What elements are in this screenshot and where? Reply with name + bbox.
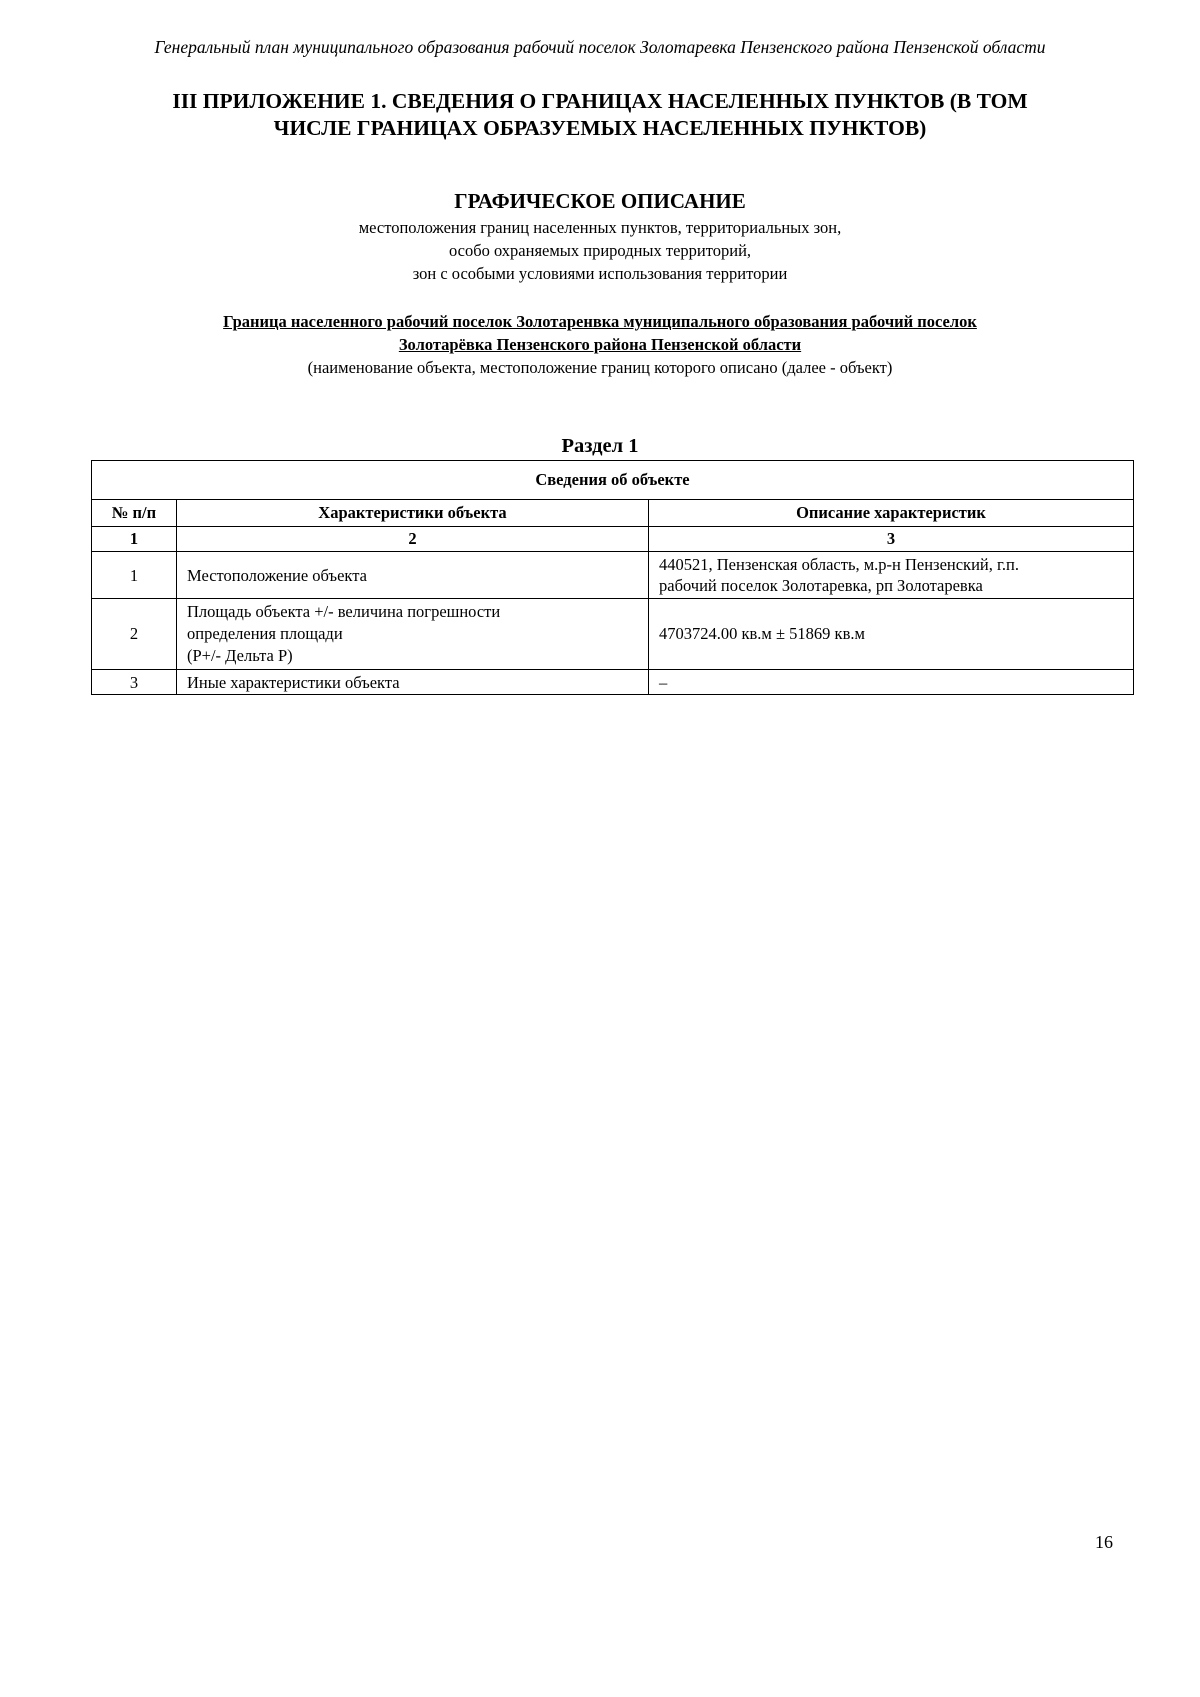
row-characteristic bbox=[177, 670, 649, 695]
characteristic-line: Иные характеристики объекта bbox=[187, 672, 400, 692]
appendix-title bbox=[100, 88, 1100, 142]
description-line: 440521, Пензенская область, м.р-н Пензенский, г.п. bbox=[659, 555, 1019, 574]
subtitle-line-3: зон с особыми условиями использования территории bbox=[412, 264, 788, 283]
column-number-2: 2 bbox=[177, 527, 649, 552]
subtitle-line-1: местоположения границ населенных пунктов, территориальных зон, bbox=[358, 218, 842, 237]
row-description bbox=[649, 552, 1134, 599]
running-header: Генеральный план муниципального образования рабочий поселок Золотаревка Пензенского района Пензенской области bbox=[154, 37, 1046, 57]
characteristic-line: (Р+/- Дельта Р) bbox=[187, 646, 293, 665]
table-row bbox=[92, 552, 1134, 599]
graphic-description-subtitle bbox=[100, 216, 1100, 285]
header-number: № п/п bbox=[92, 500, 177, 527]
row-description bbox=[649, 670, 1134, 695]
object-name-line-1: Граница населенного рабочий поселок Золотаренвка муниципального образования рабочий поселок bbox=[223, 312, 977, 331]
row-description bbox=[649, 599, 1134, 670]
row-number: 2 bbox=[92, 599, 177, 670]
object-info-table bbox=[91, 460, 1134, 695]
appendix-title-line-1: III ПРИЛОЖЕНИЕ 1. СВЕДЕНИЯ О ГРАНИЦАХ НАСЕЛЕННЫХ ПУНКТОВ (В ТОМ bbox=[172, 89, 1028, 113]
description-line: – bbox=[659, 672, 668, 692]
appendix-title-line-2: ЧИСЛЕ ГРАНИЦАХ ОБРАЗУЕМЫХ НАСЕЛЕННЫХ ПУНКТОВ) bbox=[273, 116, 927, 140]
column-number-1: 1 bbox=[92, 527, 177, 552]
table-row bbox=[92, 599, 1134, 670]
table-caption: Сведения об объекте bbox=[92, 461, 1134, 500]
table-header-row bbox=[92, 500, 1134, 527]
section-title: Раздел 1 bbox=[561, 435, 639, 457]
row-number: 3 bbox=[92, 670, 177, 695]
characteristic-line: определения площади bbox=[187, 624, 343, 643]
header-characteristic: Характеристики объекта bbox=[177, 500, 649, 527]
subtitle-line-2: особо охраняемых природных территорий, bbox=[448, 241, 752, 260]
header-description: Описание характеристик bbox=[649, 500, 1134, 527]
description-line: 4703724.00 кв.м ± 51869 кв.м bbox=[659, 624, 865, 643]
characteristic-line: Местоположение объекта bbox=[187, 565, 367, 585]
row-number: 1 bbox=[92, 552, 177, 599]
graphic-description-title: ГРАФИЧЕСКОЕ ОПИСАНИЕ bbox=[454, 189, 746, 213]
description-line: рабочий поселок Золотаревка, рп Золотаревка bbox=[659, 576, 983, 595]
page-number: 16 bbox=[1095, 1532, 1113, 1552]
object-name bbox=[100, 310, 1100, 356]
object-name-caption: (наименование объекта, местоположение границ которого описано (далее - объект) bbox=[307, 358, 893, 377]
object-name-line-2: Золотарёвка Пензенского района Пензенской области bbox=[398, 335, 802, 354]
table-caption-row bbox=[92, 461, 1134, 500]
row-characteristic bbox=[177, 599, 649, 670]
row-characteristic bbox=[177, 552, 649, 599]
table-row bbox=[92, 670, 1134, 695]
table-column-number-row bbox=[92, 527, 1134, 552]
characteristic-line: Площадь объекта +/- величина погрешности bbox=[187, 602, 501, 621]
column-number-3: 3 bbox=[649, 527, 1134, 552]
